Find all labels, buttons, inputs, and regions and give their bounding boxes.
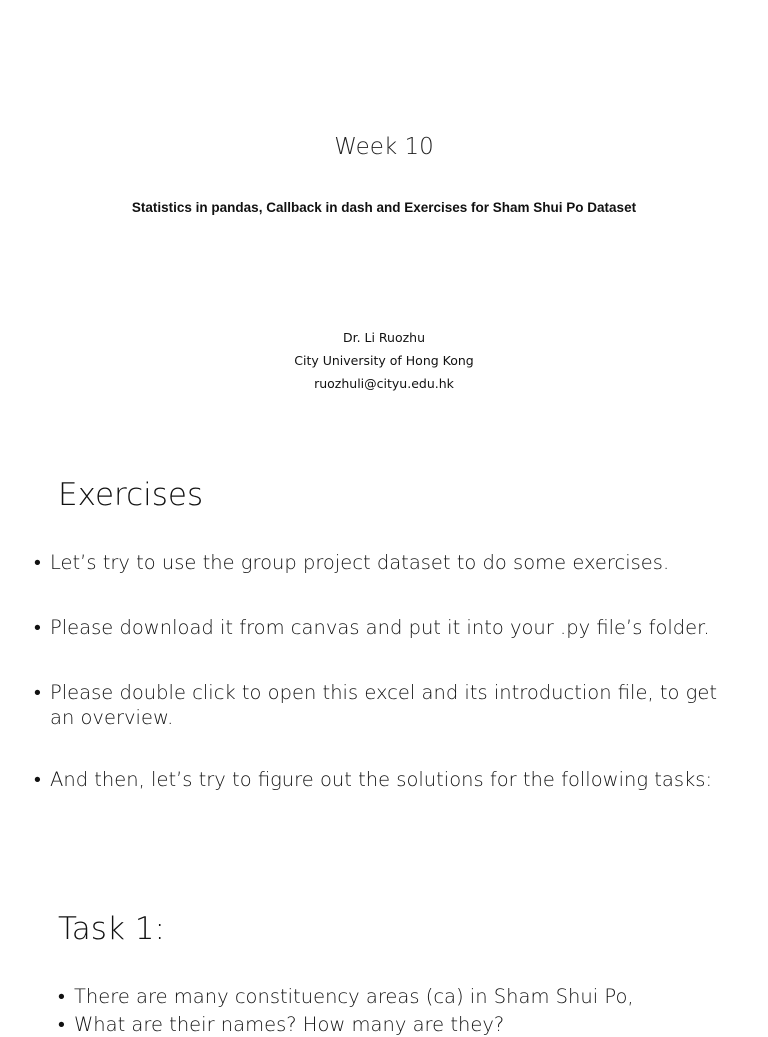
author-name: Dr. Li Ruozhu xyxy=(342,330,426,345)
bullet-text: Please download it from canvas and put it into your .py file’s folder. xyxy=(50,616,710,639)
task1-slide xyxy=(0,850,768,1036)
bullet-dot-icon: • xyxy=(58,985,65,1008)
bullet-dot-icon: • xyxy=(34,681,41,704)
bullet-item xyxy=(34,615,734,640)
bullet-dot-icon: • xyxy=(34,616,41,639)
exercises-heading: Exercises xyxy=(58,477,204,513)
title-slide xyxy=(0,0,768,440)
bullet-text: What are their names? How many are they? xyxy=(74,1013,505,1036)
task1-heading: Task 1: xyxy=(58,911,165,947)
bullet-dot-icon: • xyxy=(34,551,41,574)
exercises-slide xyxy=(0,440,768,850)
bullet-text: Please double click to open this excel and its introduction file, to get an overview. xyxy=(50,681,717,729)
bullet-item xyxy=(34,767,734,792)
bullet-text: And then, let’s try to figure out the solutions for the following tasks: xyxy=(50,768,713,791)
bullet-item xyxy=(58,1012,738,1037)
slide-title: Week 10 xyxy=(334,134,434,160)
slide-subtitle: Statistics in pandas, Callback in dash and Exercises for Sham Shui Po Dataset xyxy=(131,200,637,215)
bullet-dot-icon: • xyxy=(34,768,41,791)
bullet-text: Let’s try to use the group project dataset to do some exercises. xyxy=(50,551,670,574)
bullet-item xyxy=(34,680,734,730)
bullet-item xyxy=(34,550,734,575)
bullet-item xyxy=(58,984,738,1009)
bullet-dot-icon: • xyxy=(58,1013,65,1036)
bullet-text: There are many constituency areas (ca) in Sham Shui Po, xyxy=(74,985,634,1008)
author-email: ruozhuli@cityu.edu.hk xyxy=(314,376,454,391)
author-affiliation: City University of Hong Kong xyxy=(294,353,474,368)
